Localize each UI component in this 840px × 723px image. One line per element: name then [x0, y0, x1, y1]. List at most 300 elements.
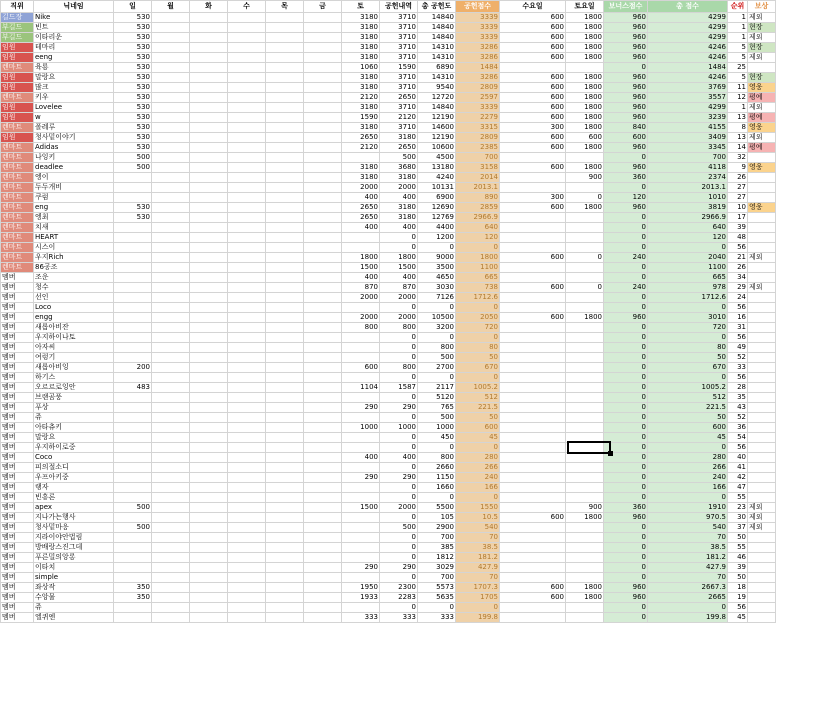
table-cell[interactable]: [152, 193, 190, 203]
table-cell[interactable]: [190, 483, 228, 493]
table-cell[interactable]: [266, 473, 304, 483]
table-cell[interactable]: 좌상작: [34, 583, 114, 593]
table-cell[interactable]: 350: [114, 583, 152, 593]
table-cell[interactable]: 렌마트: [1, 183, 34, 193]
table-cell[interactable]: 600: [456, 423, 500, 433]
table-cell[interactable]: 765: [418, 403, 456, 413]
table-cell[interactable]: 제외: [748, 283, 776, 293]
table-cell[interactable]: 1800: [566, 73, 604, 83]
table-cell[interactable]: 렌마트: [1, 213, 34, 223]
table-cell[interactable]: 10: [728, 203, 748, 213]
table-cell[interactable]: 3710: [380, 103, 418, 113]
table-cell[interactable]: [266, 233, 304, 243]
table-cell[interactable]: 2660: [418, 463, 456, 473]
table-cell[interactable]: [304, 293, 342, 303]
table-cell[interactable]: 720: [648, 323, 728, 333]
table-cell[interactable]: 빈흥론: [34, 493, 114, 503]
table-cell[interactable]: 960: [604, 73, 648, 83]
table-cell[interactable]: [228, 223, 266, 233]
table-cell[interactable]: [228, 243, 266, 253]
table-cell[interactable]: 0: [380, 573, 418, 583]
table-cell[interactable]: 0: [604, 463, 648, 473]
table-cell[interactable]: 600: [500, 43, 566, 53]
table-cell[interactable]: 0: [604, 483, 648, 493]
table-cell[interactable]: 37: [728, 523, 748, 533]
table-cell[interactable]: 290: [342, 403, 380, 413]
table-cell[interactable]: 2809: [456, 133, 500, 143]
table-cell[interactable]: [748, 573, 776, 583]
table-cell[interactable]: [190, 523, 228, 533]
table-cell[interactable]: [748, 583, 776, 593]
table-cell[interactable]: [152, 243, 190, 253]
table-cell[interactable]: 3680: [380, 163, 418, 173]
table-cell[interactable]: [566, 483, 604, 493]
table-cell[interactable]: 12720: [418, 93, 456, 103]
table-cell[interactable]: 쥬: [34, 603, 114, 613]
table-cell[interactable]: [190, 273, 228, 283]
table-cell[interactable]: 빈트: [34, 23, 114, 33]
table-cell[interactable]: 1800: [566, 33, 604, 43]
table-cell[interactable]: [500, 563, 566, 573]
table-cell[interactable]: [748, 613, 776, 623]
table-cell[interactable]: 치새: [34, 223, 114, 233]
table-cell[interactable]: [152, 283, 190, 293]
table-cell[interactable]: [304, 333, 342, 343]
table-cell[interactable]: 2966.9: [648, 213, 728, 223]
table-cell[interactable]: [748, 153, 776, 163]
table-cell[interactable]: [304, 373, 342, 383]
table-cell[interactable]: [748, 393, 776, 403]
table-cell[interactable]: [500, 383, 566, 393]
table-cell[interactable]: [266, 53, 304, 63]
table-cell[interactable]: [566, 413, 604, 423]
table-cell[interactable]: 멤버: [1, 283, 34, 293]
table-cell[interactable]: 렌마트: [1, 63, 34, 73]
table-cell[interactable]: 1800: [380, 253, 418, 263]
table-cell[interactable]: 300: [500, 123, 566, 133]
table-cell[interactable]: [266, 603, 304, 613]
table-cell[interactable]: 1: [728, 23, 748, 33]
table-cell[interactable]: 800: [380, 323, 418, 333]
table-cell[interactable]: 2597: [456, 93, 500, 103]
table-cell[interactable]: [114, 393, 152, 403]
table-cell[interactable]: 멤버: [1, 293, 34, 303]
table-cell[interactable]: [228, 53, 266, 63]
table-cell[interactable]: 0: [380, 413, 418, 423]
table-cell[interactable]: 1707.3: [456, 583, 500, 593]
table-cell[interactable]: [228, 43, 266, 53]
table-cell[interactable]: [304, 13, 342, 23]
table-cell[interactable]: 700: [418, 533, 456, 543]
table-cell[interactable]: [266, 393, 304, 403]
table-cell[interactable]: [342, 303, 380, 313]
table-cell[interactable]: [228, 473, 266, 483]
table-cell[interactable]: 55: [728, 493, 748, 503]
table-cell[interactable]: [266, 193, 304, 203]
table-cell[interactable]: [152, 483, 190, 493]
table-cell[interactable]: 0: [648, 303, 728, 313]
table-cell[interactable]: 199.8: [648, 613, 728, 623]
table-cell[interactable]: 19: [728, 593, 748, 603]
table-cell[interactable]: 36: [728, 423, 748, 433]
column-header[interactable]: 토: [342, 1, 380, 13]
table-cell[interactable]: 0: [648, 603, 728, 613]
table-cell[interactable]: 4299: [648, 33, 728, 43]
table-cell[interactable]: [342, 523, 380, 533]
table-cell[interactable]: 4299: [648, 23, 728, 33]
table-cell[interactable]: 385: [418, 543, 456, 553]
table-cell[interactable]: 여렁기: [34, 353, 114, 363]
table-cell[interactable]: 새롭아비잔: [34, 323, 114, 333]
table-cell[interactable]: 600: [500, 253, 566, 263]
table-cell[interactable]: [190, 243, 228, 253]
table-cell[interactable]: 1500: [342, 503, 380, 513]
table-cell[interactable]: [228, 433, 266, 443]
table-cell[interactable]: 45: [648, 433, 728, 443]
table-cell[interactable]: 0: [380, 233, 418, 243]
table-cell[interactable]: 0: [604, 383, 648, 393]
table-cell[interactable]: 960: [604, 13, 648, 23]
table-cell[interactable]: 70: [648, 573, 728, 583]
table-cell[interactable]: [566, 533, 604, 543]
table-cell[interactable]: 240: [604, 253, 648, 263]
table-cell[interactable]: [748, 413, 776, 423]
table-cell[interactable]: 0: [380, 433, 418, 443]
table-cell[interactable]: 1587: [380, 383, 418, 393]
table-cell[interactable]: 70: [456, 573, 500, 583]
table-cell[interactable]: [190, 373, 228, 383]
table-cell[interactable]: 1800: [566, 123, 604, 133]
table-cell[interactable]: [566, 273, 604, 283]
table-cell[interactable]: 0: [648, 443, 728, 453]
table-cell[interactable]: [304, 403, 342, 413]
table-cell[interactable]: 43: [728, 403, 748, 413]
table-cell[interactable]: [748, 533, 776, 543]
table-cell[interactable]: [266, 303, 304, 313]
table-cell[interactable]: 0: [380, 603, 418, 613]
table-cell[interactable]: [266, 403, 304, 413]
column-header[interactable]: 일: [114, 1, 152, 13]
table-cell[interactable]: 530: [114, 13, 152, 23]
table-cell[interactable]: [266, 513, 304, 523]
table-cell[interactable]: [304, 583, 342, 593]
table-cell[interactable]: 3409: [648, 133, 728, 143]
table-cell[interactable]: [190, 603, 228, 613]
table-cell[interactable]: 483: [114, 383, 152, 393]
table-cell[interactable]: [304, 83, 342, 93]
table-cell[interactable]: [566, 63, 604, 73]
table-cell[interactable]: 5: [728, 53, 748, 63]
table-cell[interactable]: 제외: [748, 53, 776, 63]
table-cell[interactable]: 렌마트: [1, 253, 34, 263]
table-cell[interactable]: 1484: [648, 63, 728, 73]
table-cell[interactable]: [152, 423, 190, 433]
table-cell[interactable]: 제외: [748, 13, 776, 23]
table-cell[interactable]: [304, 23, 342, 33]
table-cell[interactable]: 2013.1: [648, 183, 728, 193]
table-cell[interactable]: [152, 73, 190, 83]
table-cell[interactable]: 0: [380, 533, 418, 543]
table-cell[interactable]: 4155: [648, 123, 728, 133]
table-cell[interactable]: [114, 513, 152, 523]
table-cell[interactable]: 400: [380, 223, 418, 233]
table-cell[interactable]: [190, 113, 228, 123]
table-cell[interactable]: [566, 353, 604, 363]
table-cell[interactable]: [228, 513, 266, 523]
table-cell[interactable]: 240: [456, 473, 500, 483]
table-cell[interactable]: 2385: [456, 143, 500, 153]
table-cell[interactable]: 290: [380, 403, 418, 413]
table-cell[interactable]: [190, 443, 228, 453]
table-cell[interactable]: [228, 103, 266, 113]
table-cell[interactable]: 1800: [566, 13, 604, 23]
table-cell[interactable]: [152, 143, 190, 153]
table-cell[interactable]: 0: [604, 353, 648, 363]
table-cell[interactable]: 영웅: [748, 163, 776, 173]
table-cell[interactable]: 800: [380, 363, 418, 373]
table-cell[interactable]: 선인: [34, 293, 114, 303]
table-cell[interactable]: 9540: [418, 83, 456, 93]
table-cell[interactable]: 16: [728, 313, 748, 323]
table-cell[interactable]: [566, 183, 604, 193]
table-cell[interactable]: [190, 343, 228, 353]
table-cell[interactable]: 290: [342, 473, 380, 483]
table-cell[interactable]: 50: [648, 353, 728, 363]
table-cell[interactable]: [304, 133, 342, 143]
table-cell[interactable]: [500, 223, 566, 233]
table-cell[interactable]: [748, 353, 776, 363]
table-cell[interactable]: 0: [604, 243, 648, 253]
table-cell[interactable]: 0: [380, 443, 418, 453]
table-cell[interactable]: [748, 463, 776, 473]
table-cell[interactable]: [748, 383, 776, 393]
table-cell[interactable]: 3710: [380, 53, 418, 63]
table-cell[interactable]: 600: [500, 313, 566, 323]
table-cell[interactable]: [748, 273, 776, 283]
table-cell[interactable]: 266: [456, 463, 500, 473]
table-cell[interactable]: [304, 273, 342, 283]
table-cell[interactable]: [266, 333, 304, 343]
table-cell[interactable]: 870: [342, 283, 380, 293]
table-cell[interactable]: [342, 333, 380, 343]
table-cell[interactable]: 피의절소디: [34, 463, 114, 473]
table-cell[interactable]: [500, 243, 566, 253]
table-cell[interactable]: 86공조: [34, 263, 114, 273]
table-cell[interactable]: [304, 93, 342, 103]
table-cell[interactable]: 1800: [566, 93, 604, 103]
table-cell[interactable]: [342, 483, 380, 493]
table-cell[interactable]: 14600: [418, 123, 456, 133]
table-cell[interactable]: [152, 163, 190, 173]
table-cell[interactable]: [304, 613, 342, 623]
table-cell[interactable]: 427.9: [648, 563, 728, 573]
table-cell[interactable]: 멤버: [1, 453, 34, 463]
table-cell[interactable]: [748, 553, 776, 563]
table-cell[interactable]: [500, 523, 566, 533]
table-cell[interactable]: [190, 543, 228, 553]
table-cell[interactable]: 멤버: [1, 403, 34, 413]
table-cell[interactable]: [266, 163, 304, 173]
table-cell[interactable]: [748, 443, 776, 453]
table-cell[interactable]: 2667.3: [648, 583, 728, 593]
table-cell[interactable]: [266, 493, 304, 503]
table-cell[interactable]: 1800: [566, 143, 604, 153]
table-cell[interactable]: [748, 233, 776, 243]
table-cell[interactable]: [304, 443, 342, 453]
table-cell[interactable]: [190, 463, 228, 473]
table-cell[interactable]: 지라이야안법림: [34, 533, 114, 543]
table-cell[interactable]: 350: [114, 593, 152, 603]
column-header[interactable]: 금: [304, 1, 342, 13]
table-cell[interactable]: [304, 173, 342, 183]
table-cell[interactable]: 1712.6: [456, 293, 500, 303]
table-cell[interactable]: 1800: [566, 23, 604, 33]
table-cell[interactable]: 멤버: [1, 463, 34, 473]
column-header[interactable]: 보상: [748, 1, 776, 13]
table-cell[interactable]: [152, 553, 190, 563]
table-cell[interactable]: [190, 613, 228, 623]
table-cell[interactable]: 56: [728, 333, 748, 343]
table-cell[interactable]: 멤버: [1, 563, 34, 573]
table-cell[interactable]: 1500: [342, 263, 380, 273]
table-cell[interactable]: 4299: [648, 13, 728, 23]
table-cell[interactable]: 9: [728, 163, 748, 173]
table-cell[interactable]: 900: [566, 503, 604, 513]
table-cell[interactable]: 청수: [34, 283, 114, 293]
table-cell[interactable]: 0: [380, 493, 418, 503]
table-cell[interactable]: 0: [604, 413, 648, 423]
table-cell[interactable]: 3769: [648, 83, 728, 93]
table-cell[interactable]: [304, 233, 342, 243]
table-cell[interactable]: 960: [604, 203, 648, 213]
table-cell[interactable]: [500, 303, 566, 313]
table-cell[interactable]: 임원: [1, 103, 34, 113]
table-cell[interactable]: [190, 383, 228, 393]
table-cell[interactable]: 3239: [648, 113, 728, 123]
table-cell[interactable]: 1660: [418, 483, 456, 493]
table-cell[interactable]: [228, 383, 266, 393]
table-cell[interactable]: 120: [648, 233, 728, 243]
table-cell[interactable]: HEART: [34, 233, 114, 243]
table-cell[interactable]: 멤버: [1, 413, 34, 423]
table-cell[interactable]: 33: [728, 363, 748, 373]
table-cell[interactable]: 0: [380, 553, 418, 563]
table-cell[interactable]: [566, 463, 604, 473]
table-cell[interactable]: 1100: [456, 263, 500, 273]
table-cell[interactable]: [190, 263, 228, 273]
table-cell[interactable]: [500, 413, 566, 423]
table-cell[interactable]: [304, 503, 342, 513]
table-cell[interactable]: 4400: [418, 223, 456, 233]
table-cell[interactable]: engg: [34, 313, 114, 323]
table-cell[interactable]: [228, 263, 266, 273]
table-cell[interactable]: 333: [380, 613, 418, 623]
table-cell[interactable]: 두두개비: [34, 183, 114, 193]
table-cell[interactable]: 530: [114, 33, 152, 43]
table-cell[interactable]: 23: [728, 503, 748, 513]
table-cell[interactable]: 임원: [1, 53, 34, 63]
table-cell[interactable]: 0: [604, 573, 648, 583]
table-cell[interactable]: 333: [342, 613, 380, 623]
table-cell[interactable]: [228, 543, 266, 553]
table-cell[interactable]: 렌마트: [1, 223, 34, 233]
table-cell[interactable]: 이타치: [34, 563, 114, 573]
table-cell[interactable]: 5573: [418, 583, 456, 593]
table-cell[interactable]: [114, 493, 152, 503]
table-cell[interactable]: [190, 353, 228, 363]
table-cell[interactable]: [500, 433, 566, 443]
table-cell[interactable]: [500, 273, 566, 283]
table-cell[interactable]: 56: [728, 243, 748, 253]
table-cell[interactable]: 600: [500, 163, 566, 173]
table-cell[interactable]: [748, 63, 776, 73]
table-cell[interactable]: [152, 573, 190, 583]
table-cell[interactable]: [266, 83, 304, 93]
table-cell[interactable]: [304, 63, 342, 73]
table-cell[interactable]: [500, 503, 566, 513]
table-cell[interactable]: [152, 213, 190, 223]
table-cell[interactable]: [190, 433, 228, 443]
table-cell[interactable]: [748, 603, 776, 613]
table-cell[interactable]: 0: [418, 333, 456, 343]
table-cell[interactable]: 21: [728, 253, 748, 263]
table-cell[interactable]: 530: [114, 83, 152, 93]
table-cell[interactable]: [190, 103, 228, 113]
table-cell[interactable]: 멤버: [1, 533, 34, 543]
table-cell[interactable]: [152, 23, 190, 33]
table-cell[interactable]: 0: [648, 333, 728, 343]
table-cell[interactable]: [500, 353, 566, 363]
table-cell[interactable]: 221.5: [648, 403, 728, 413]
table-cell[interactable]: 키우: [34, 93, 114, 103]
table-cell[interactable]: [228, 463, 266, 473]
table-cell[interactable]: 멤버: [1, 303, 34, 313]
table-cell[interactable]: 530: [114, 53, 152, 63]
table-cell[interactable]: 166: [456, 483, 500, 493]
table-cell[interactable]: 2000: [380, 183, 418, 193]
table-cell[interactable]: [228, 333, 266, 343]
table-cell[interactable]: [566, 343, 604, 353]
table-cell[interactable]: [190, 413, 228, 423]
table-cell[interactable]: 978: [648, 283, 728, 293]
table-cell[interactable]: [190, 53, 228, 63]
table-cell[interactable]: [152, 323, 190, 333]
table-cell[interactable]: 랭자: [34, 483, 114, 493]
table-cell[interactable]: 0: [604, 233, 648, 243]
table-cell[interactable]: 1800: [566, 53, 604, 63]
table-cell[interactable]: 12769: [418, 213, 456, 223]
table-cell[interactable]: 30: [728, 513, 748, 523]
table-cell[interactable]: [304, 513, 342, 523]
table-cell[interactable]: 600: [500, 283, 566, 293]
table-cell[interactable]: 엥최: [34, 213, 114, 223]
table-cell[interactable]: 3030: [418, 283, 456, 293]
table-cell[interactable]: 시스이: [34, 243, 114, 253]
table-cell[interactable]: 0: [380, 463, 418, 473]
table-cell[interactable]: [748, 543, 776, 553]
table-cell[interactable]: [152, 233, 190, 243]
table-cell[interactable]: 960: [604, 43, 648, 53]
table-cell[interactable]: [266, 63, 304, 73]
table-cell[interactable]: [342, 233, 380, 243]
selected-cell[interactable]: [567, 441, 611, 454]
table-cell[interactable]: [266, 383, 304, 393]
table-cell[interactable]: [228, 63, 266, 73]
table-cell[interactable]: 400: [342, 273, 380, 283]
table-cell[interactable]: 0: [604, 473, 648, 483]
table-cell[interactable]: [266, 353, 304, 363]
table-cell[interactable]: [228, 93, 266, 103]
